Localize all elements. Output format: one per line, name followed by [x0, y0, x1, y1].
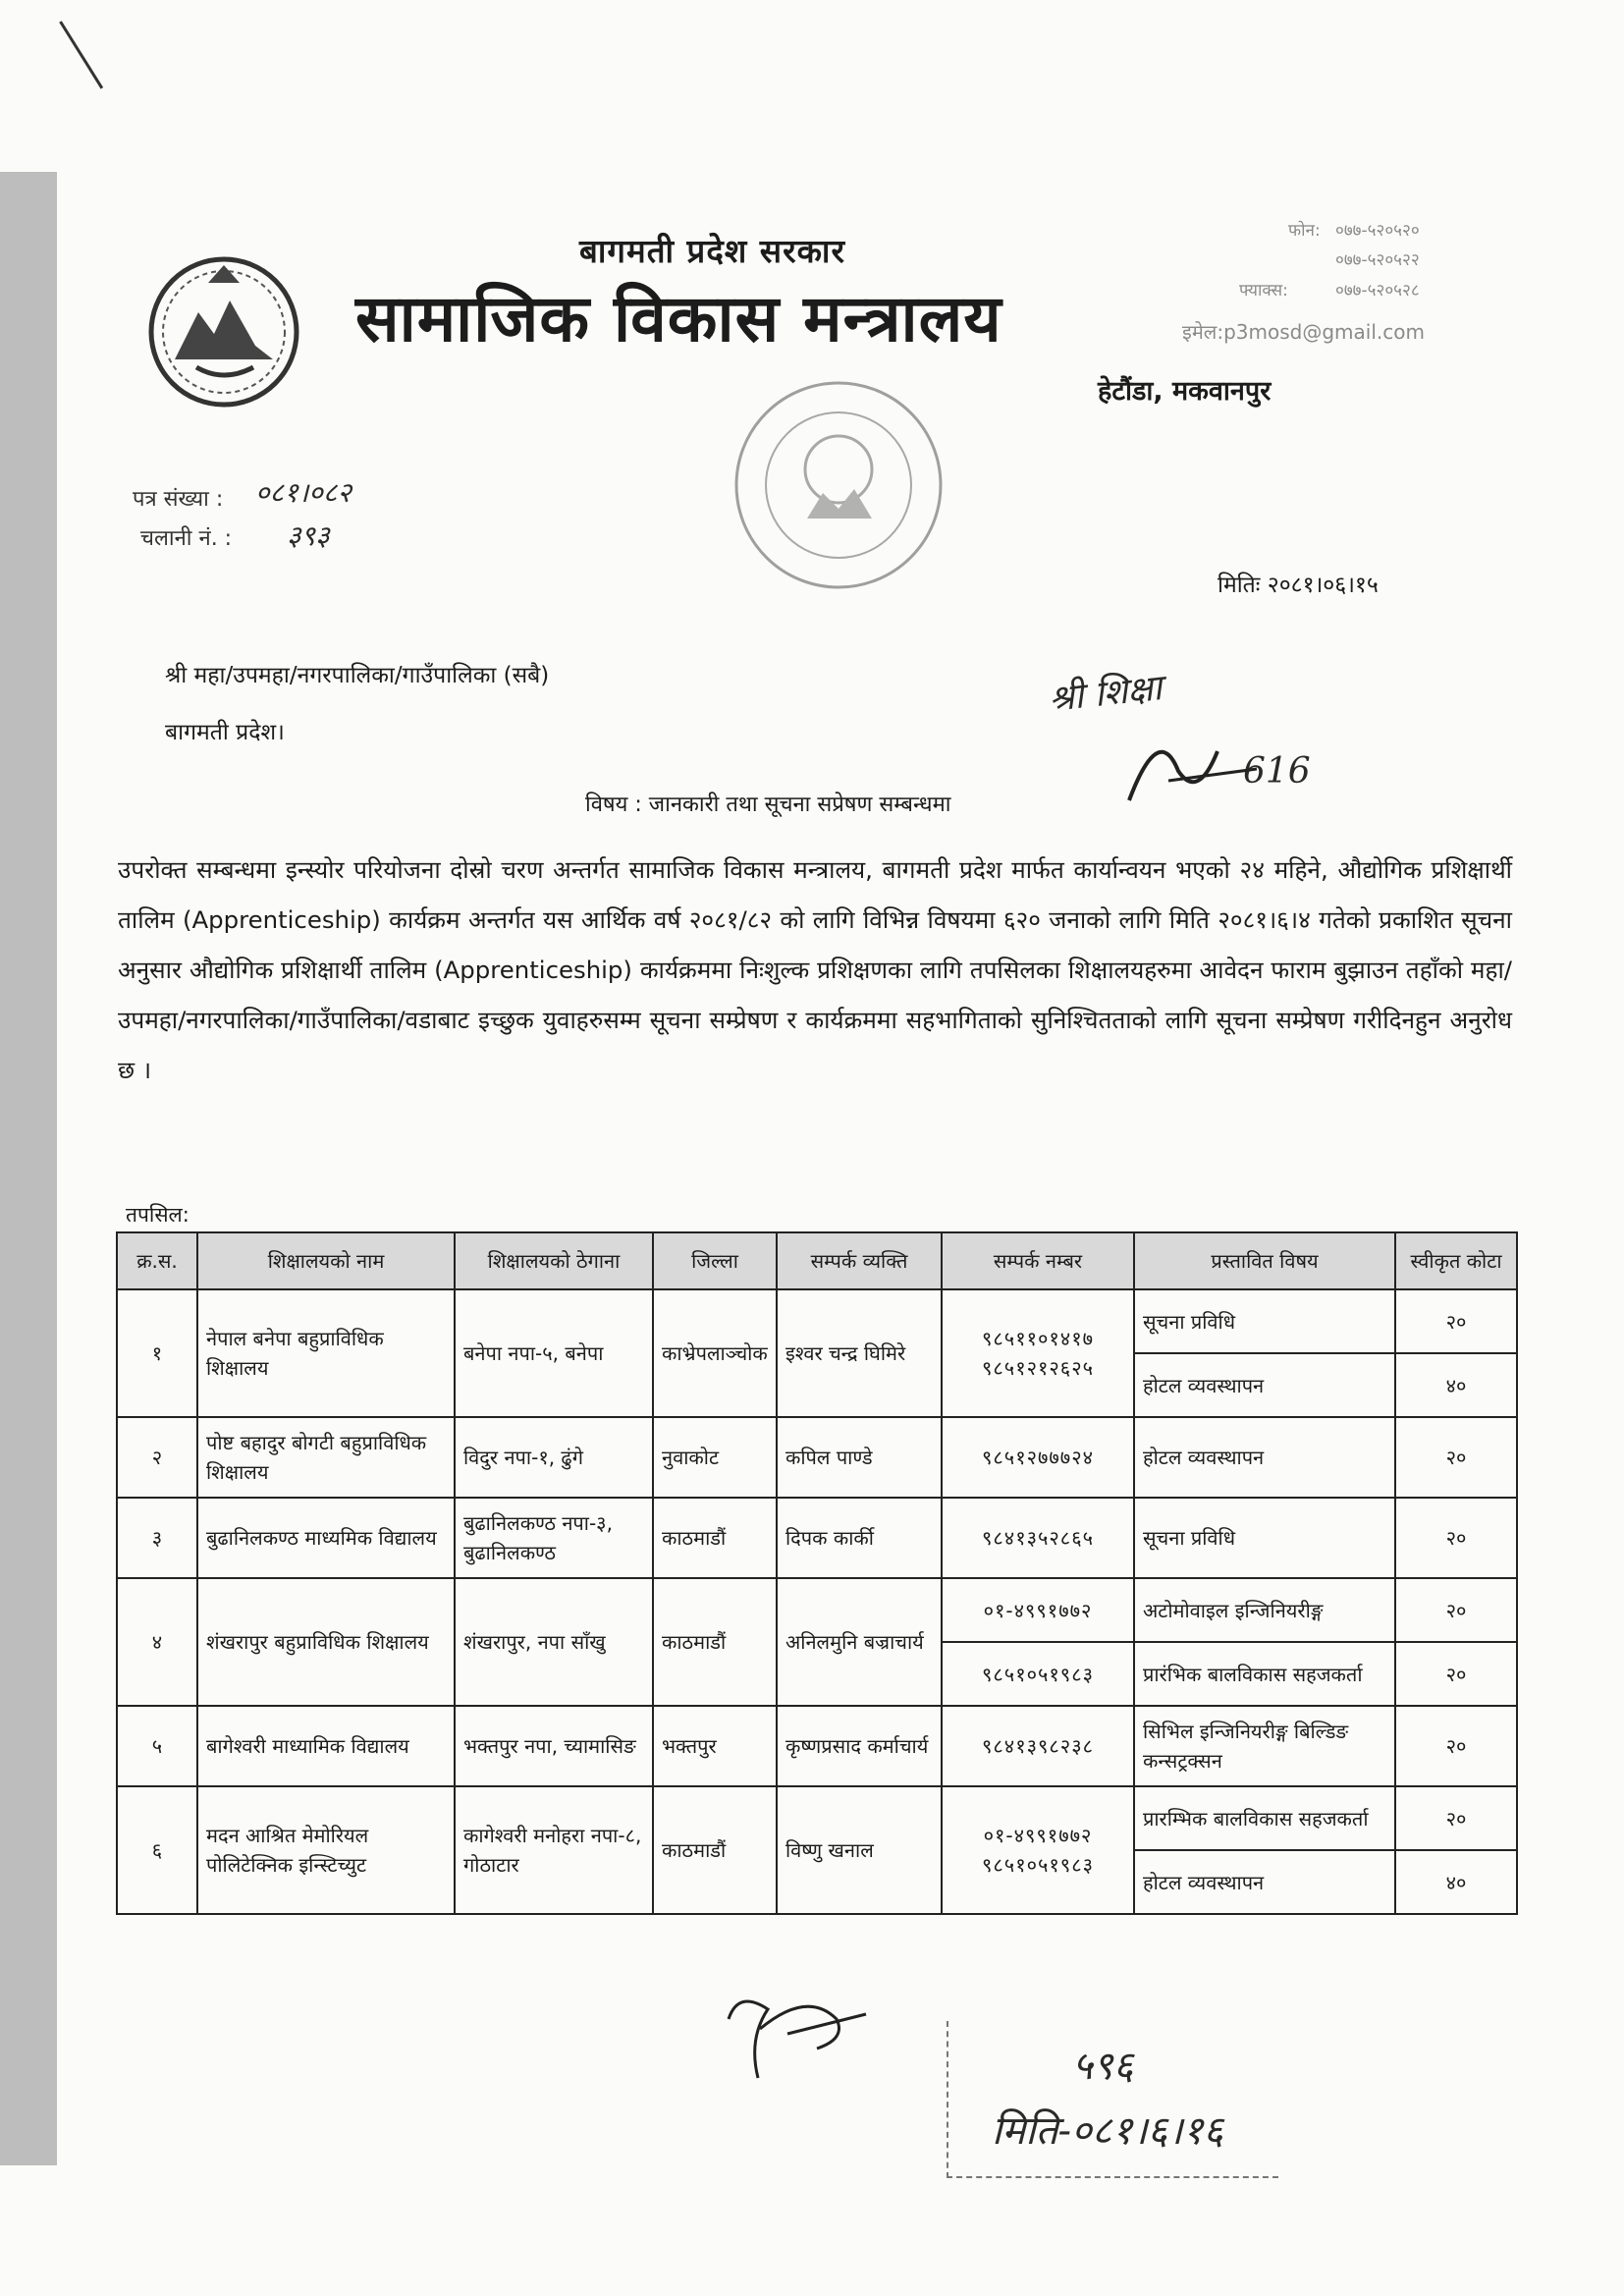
fax-number: ०७७-५२०५२८ — [1335, 281, 1420, 301]
office-address: हेटौंडा, मकवानपुर — [1098, 376, 1272, 407]
row-phones — [942, 1289, 1134, 1417]
row-name: बुढानिलकण्ठ माध्यमिक विद्यालय — [197, 1498, 455, 1578]
table-row — [117, 1498, 1517, 1578]
row-address: बुढानिलकण्ठ नपा-३, बुढानिलकण्ठ — [455, 1498, 653, 1578]
row-quota: ४० — [1395, 1850, 1517, 1914]
row-contact: विष्णु खनाल — [777, 1786, 942, 1914]
table-row — [117, 1706, 1517, 1786]
row-contact: कृष्णप्रसाद कर्माचार्य — [777, 1706, 942, 1786]
header-district: जिल्ला — [653, 1232, 777, 1289]
scan-edge-bar — [0, 172, 57, 2165]
row-quota: २० — [1395, 1706, 1517, 1786]
header-contact-number: सम्पर्क नम्बर — [942, 1232, 1134, 1289]
row-district: काठमाडौं — [653, 1786, 777, 1914]
row-quota: ४० — [1395, 1353, 1517, 1417]
table-header-row — [117, 1232, 1517, 1289]
row-subject: होटल व्यवस्थापन — [1134, 1417, 1395, 1498]
recipient-line-1: श्री महा/उपमहा/नगरपालिका/गाउँपालिका (सबै) — [165, 663, 550, 688]
letter-subject: विषय : जानकारी तथा सूचना सप्रेषण सम्बन्धमा — [585, 793, 951, 817]
row-quota: २० — [1395, 1417, 1517, 1498]
institutions-table — [116, 1231, 1518, 1915]
table-row — [117, 1417, 1517, 1498]
fax-label: फ्याक्स: — [1239, 281, 1288, 301]
receipt-note-line-2: 616 — [1243, 751, 1311, 792]
row-contact: कपिल पाण्डे — [777, 1417, 942, 1498]
phone-number: ०१-४९९१७७२ — [983, 1824, 1093, 1847]
row-address: भक्तपुर नपा, च्यामासिङ — [455, 1706, 653, 1786]
row-contact: अनिलमुनि बज्राचार्य — [777, 1578, 942, 1706]
row-sn: ५ — [117, 1706, 197, 1786]
row-sn: ३ — [117, 1498, 197, 1578]
recipient-line-2: बागमती प्रदेश। — [165, 720, 285, 745]
header-contact-person: सम्पर्क व्यक्ति — [777, 1232, 942, 1289]
letter-number-value: ०८१।०८२ — [255, 476, 352, 509]
row-address: विदुर नपा-१, ढुंगे — [455, 1417, 653, 1498]
header-proposed-subject: प्रस्तावित विषय — [1134, 1232, 1395, 1289]
row-contact: इश्वर चन्द्र घिमिरे — [777, 1289, 942, 1417]
row-district: नुवाकोट — [653, 1417, 777, 1498]
dispatch-note-date: मिति-०८१।६।१६ — [992, 2108, 1224, 2154]
row-quota: २० — [1395, 1289, 1517, 1353]
row-sn: २ — [117, 1417, 197, 1498]
header-sn: क्र.स. — [117, 1232, 197, 1289]
row-subject: होटल व्यवस्थापन — [1134, 1353, 1395, 1417]
row-subject: सूचना प्रविधि — [1134, 1289, 1395, 1353]
row-subject: सिभिल इन्जिनियरीङ्ग बिल्डिङ कन्सट्रक्सन — [1134, 1706, 1395, 1786]
phone-number: ९८५११०१४१७ — [982, 1327, 1094, 1350]
table-row — [117, 1289, 1517, 1353]
phone-1: ०७७-५२०५२० — [1335, 221, 1420, 241]
row-district: काठमाडौं — [653, 1498, 777, 1578]
letter-date: मितिः २०८१।०६।१५ — [1218, 573, 1379, 598]
row-quota: २० — [1395, 1498, 1517, 1578]
row-phone-1: ०१-४९९१७७२ — [942, 1578, 1134, 1642]
row-sn: ६ — [117, 1786, 197, 1914]
row-name: शंखरापुर बहुप्राविधिक शिक्षालय — [197, 1578, 455, 1706]
row-subject: सूचना प्रविधि — [1134, 1498, 1395, 1578]
letter-number-label: पत्र संख्या : — [133, 487, 224, 512]
row-name: पोष्ट बहादुर बोगटी बहुप्राविधिक शिक्षालय — [197, 1417, 455, 1498]
table-row — [117, 1578, 1517, 1642]
details-label: तपसिल: — [126, 1203, 189, 1227]
row-name: बागेश्वरी माध्यामिक विद्यालय — [197, 1706, 455, 1786]
receipt-signature — [1031, 653, 1345, 810]
row-phones — [942, 1786, 1134, 1914]
phone-2: ०७७-५२०५२२ — [1335, 250, 1420, 270]
row-district: काठमाडौं — [653, 1578, 777, 1706]
office-seal-icon — [725, 371, 952, 599]
dispatch-number-value: ३९३ — [287, 519, 330, 552]
row-phones: ९८५१२७७७२४ — [942, 1417, 1134, 1498]
row-subject: प्रारंभिक बालविकास सहजकर्ता — [1134, 1642, 1395, 1706]
dispatch-note-number: ५९६ — [1072, 2044, 1134, 2089]
pen-mark — [59, 21, 103, 88]
nepal-emblem-icon — [139, 244, 308, 412]
row-district: भक्तपुर — [653, 1706, 777, 1786]
row-sn: ४ — [117, 1578, 197, 1706]
row-phone-2: ९८५१०५१९८३ — [942, 1642, 1134, 1706]
ministry-name: सामाजिक विकास मन्त्रालय — [355, 281, 1002, 356]
dispatch-number-label: चलानी नं. : — [140, 526, 233, 551]
letter-body: उपरोक्त सम्बन्धमा इन्स्योर परियोजना दोस्रो चरण अन्तर्गत सामाजिक विकास मन्त्रालय, बागमती प्रदेश मार्फत कार्यान्वयन भएको २४ महिने, औद्योगिक प्रशिक्षार्थी तालिम (Apprenticeship) कार्यक्रम अन्तर्गत यस आर्थिक वर्ष २०८१/८२ को लागि विभिन्न विषयमा ६२० जनाको लागि मिति २०८१।६।४ गतेको प्रकाशित सूचना अनुसार औद्योगिक प्रशिक्षार्थी तालिम (Apprenticeship) कार्यक्रममा निःशुल्क प्रशिक्षणका लागि तपसिलका शिक्षालयहरुमा आवेदन फाराम बुझाउन तहाँको महा/उपमहा/नगरपालिका/गाउँपालिका/वडाबाट इच्छुक युवाहरुसम्म सूचना सम्प्रेषण र कार्यक्रममा सहभागिताको सुनिश्चितताको लागि सूचना सम्प्रेषण गरीदिनहुन अनुरोध छ । — [118, 855, 1512, 1084]
phone-number: ९८५१२१२६२५ — [982, 1356, 1094, 1380]
row-name: मदन आश्रित मेमोरियल पोलिटेक्निक इन्स्टिच्युट — [197, 1786, 455, 1914]
row-address: शंखरापुर, नपा साँखु — [455, 1578, 653, 1706]
row-district: काभ्रेपलाञ्चोक — [653, 1289, 777, 1417]
table-row — [117, 1786, 1517, 1850]
row-phones: ९८४१३९८२३८ — [942, 1706, 1134, 1786]
header-approved-quota: स्वीकृत कोटा — [1395, 1232, 1517, 1289]
email-address: इमेल:p3mosd@gmail.com — [1182, 320, 1425, 344]
government-name: बागमती प्रदेश सरकार — [579, 232, 845, 270]
phone-number: ९८५१०५१९८३ — [982, 1853, 1094, 1877]
row-quota: २० — [1395, 1578, 1517, 1642]
row-quota: २० — [1395, 1642, 1517, 1706]
row-address: बनेपा नपा-५, बनेपा — [455, 1289, 653, 1417]
header-institution-address: शिक्षालयको ठेगाना — [455, 1232, 653, 1289]
row-subject: अटोमोवाइल इन्जिनियरीङ्ग — [1134, 1578, 1395, 1642]
row-contact: दिपक कार्की — [777, 1498, 942, 1578]
row-phones: ९८४१३५२८६५ — [942, 1498, 1134, 1578]
row-sn: १ — [117, 1289, 197, 1417]
row-name: नेपाल बनेपा बहुप्राविधिक शिक्षालय — [197, 1289, 455, 1417]
header-institution-name: शिक्षालयको नाम — [197, 1232, 455, 1289]
row-address: कागेश्वरी मनोहरा नपा-८, गोठाटार — [455, 1786, 653, 1914]
receipt-note-line-1: श्री शिक्षा — [1047, 668, 1164, 720]
official-signature — [699, 1980, 895, 2088]
row-quota: २० — [1395, 1786, 1517, 1850]
phone-label: फोन: — [1288, 221, 1321, 241]
row-subject: प्रारम्भिक बालविकास सहजकर्ता — [1134, 1786, 1395, 1850]
row-subject: होटल व्यवस्थापन — [1134, 1850, 1395, 1914]
